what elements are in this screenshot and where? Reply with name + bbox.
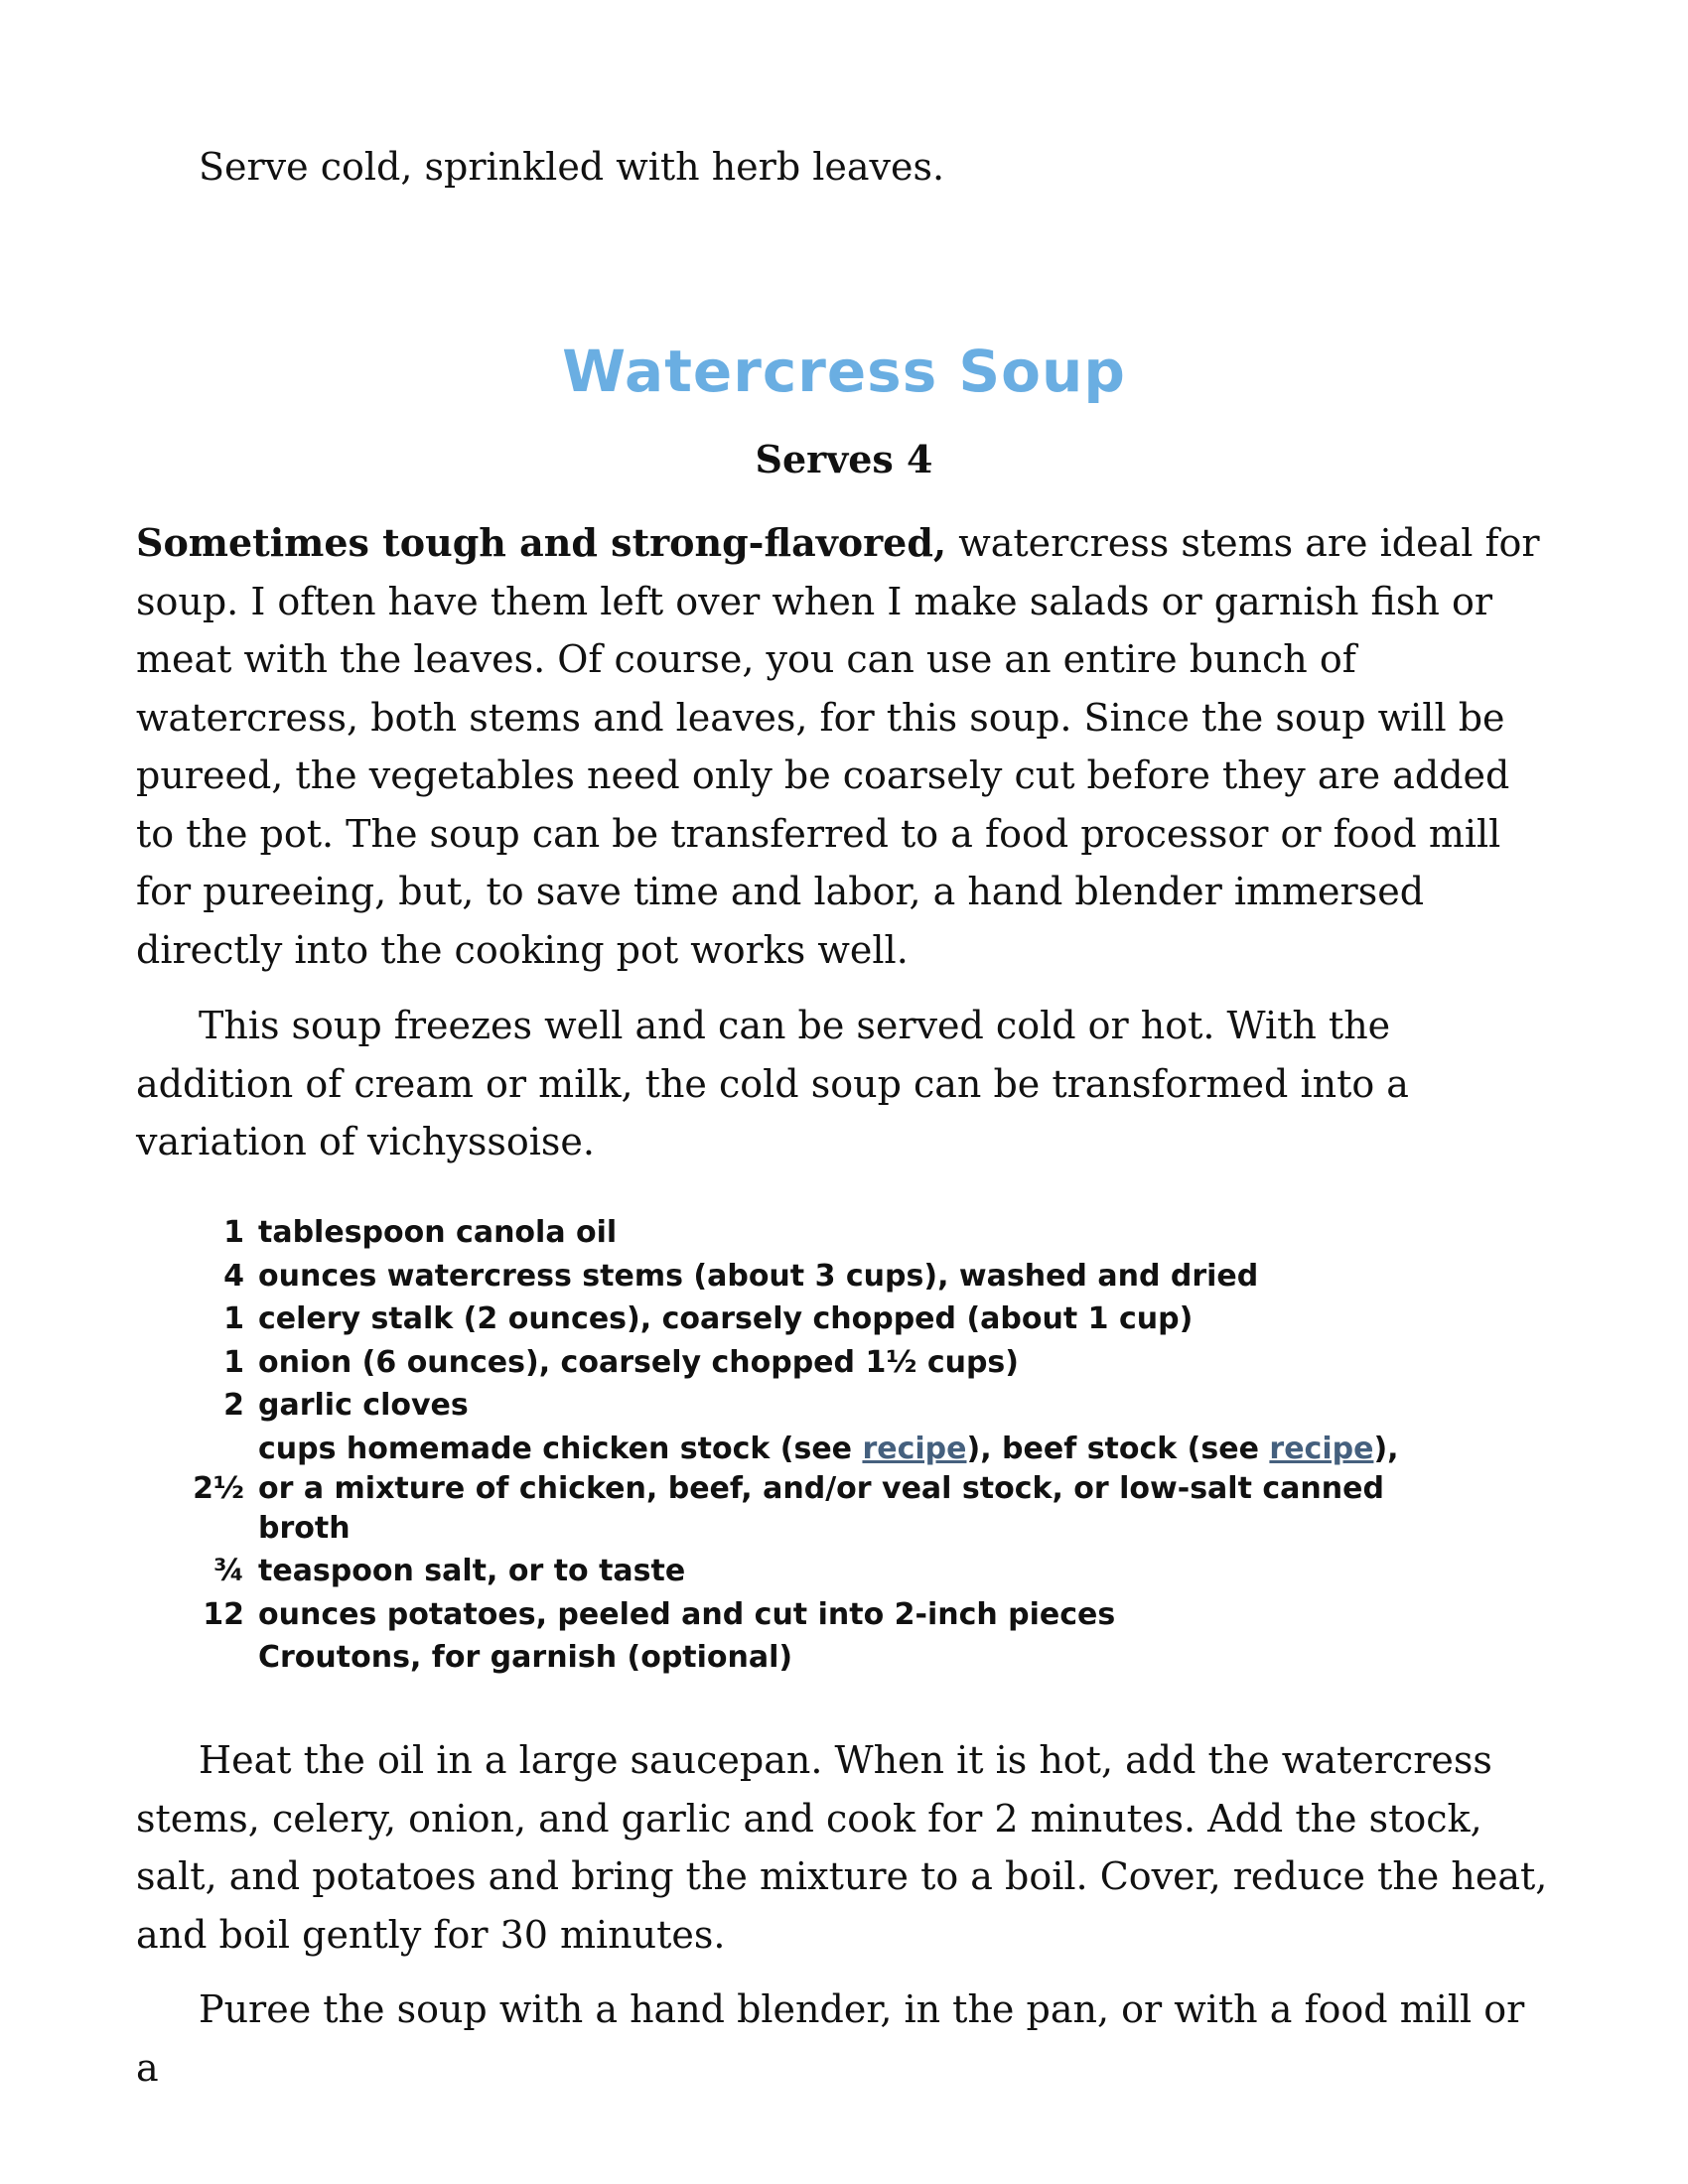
ingredient-quantity: 2½ — [193, 1470, 244, 1506]
ingredient-row — [149, 1299, 1440, 1339]
chicken-stock-recipe-link[interactable]: recipe — [862, 1431, 967, 1466]
ingredient-text: celery stalk (2 ounces), coarsely chopped (about 1 cup) — [258, 1301, 1194, 1336]
ingredient-row — [149, 1552, 1440, 1591]
ingredient-row — [149, 1386, 1440, 1426]
ingredient-row — [149, 1638, 1440, 1678]
intro-lead-bold: Sometimes tough and strong-flavored, — [136, 520, 947, 565]
stock-text-part-1: cups homemade chicken stock (see — [258, 1431, 863, 1466]
beef-stock-recipe-link[interactable]: recipe — [1269, 1431, 1374, 1466]
ingredient-row — [149, 1257, 1440, 1297]
recipe-title: Watercress Soup — [562, 338, 1126, 405]
ingredient-text: Croutons, for garnish (optional) — [258, 1640, 793, 1675]
ingredient-text: ounces watercress stems (about 3 cups), washed and dried — [258, 1258, 1259, 1294]
ingredient-quantity: 1 — [223, 1344, 244, 1380]
ingredient-row-stock — [149, 1430, 1440, 1549]
serves-heading: Serves 4 — [755, 437, 933, 481]
ingredient-quantity: 2 — [223, 1388, 244, 1423]
ingredient-text: teaspoon salt, or to taste — [258, 1554, 686, 1588]
freezing-paragraph: This soup freezes well and can be served cold or hot. With the addition of cream or milk, the cold soup can be transformed into a variation of vichyssoise. — [136, 1004, 1409, 1163]
intro-paragraph — [136, 514, 1556, 979]
ingredient-quantity: 4 — [223, 1258, 244, 1294]
ingredient-quantity: 1 — [223, 1215, 244, 1250]
ingredient-text: tablespoon canola oil — [258, 1215, 618, 1250]
intro-text: watercress stems are ideal for soup. I often have them left over when I make salads or garnish fish or meat with the leaves. Of course, you can use an entire bunch of watercress, both stems and leaves, for this soup. Since the soup will be pureed, the vegetables need only be coarsely cut before they are added to the pot. The soup can be transferred to a food processor or food mill for pureeing, but, to save time and labor, a hand blender immersed directly into the cooking pot works well. — [136, 521, 1540, 972]
ingredient-quantity: ¾ — [212, 1554, 244, 1588]
ingredients-list — [149, 1213, 1440, 1682]
ingredient-row — [149, 1343, 1440, 1383]
pureeing-instructions-paragraph: Puree the soup with a hand blender, in the pan, or with a food mill or a — [136, 1987, 1525, 2090]
ingredient-row — [149, 1213, 1440, 1253]
ingredient-text: ounces potatoes, peeled and cut into 2-inch pieces — [258, 1596, 1116, 1632]
stock-text-part-2: ), beef stock (see — [966, 1431, 1270, 1466]
stock-text-part-3: ), or a mixture of chicken, beef, and/or veal stock, or low-salt canned broth — [258, 1431, 1399, 1546]
ingredient-quantity: 12 — [203, 1596, 244, 1632]
cooking-instructions-paragraph: Heat the oil in a large saucepan. When it is hot, add the watercress stems, celery, onion, and garlic and cook for 2 minutes. Add the stock, salt, and potatoes and bring the mixture to a boil. Cover, reduce the heat, and boil gently for 30 minutes. — [136, 1738, 1548, 1957]
ingredient-text: garlic cloves — [258, 1388, 469, 1423]
ingredient-text: onion (6 ounces), coarsely chopped 1½ cups) — [258, 1344, 1019, 1380]
ingredient-row — [149, 1595, 1440, 1635]
previous-recipe-closing-line: Serve cold, sprinkled with herb leaves. — [199, 145, 945, 189]
ingredient-text — [258, 1430, 1440, 1549]
ingredient-quantity: 1 — [223, 1301, 244, 1336]
